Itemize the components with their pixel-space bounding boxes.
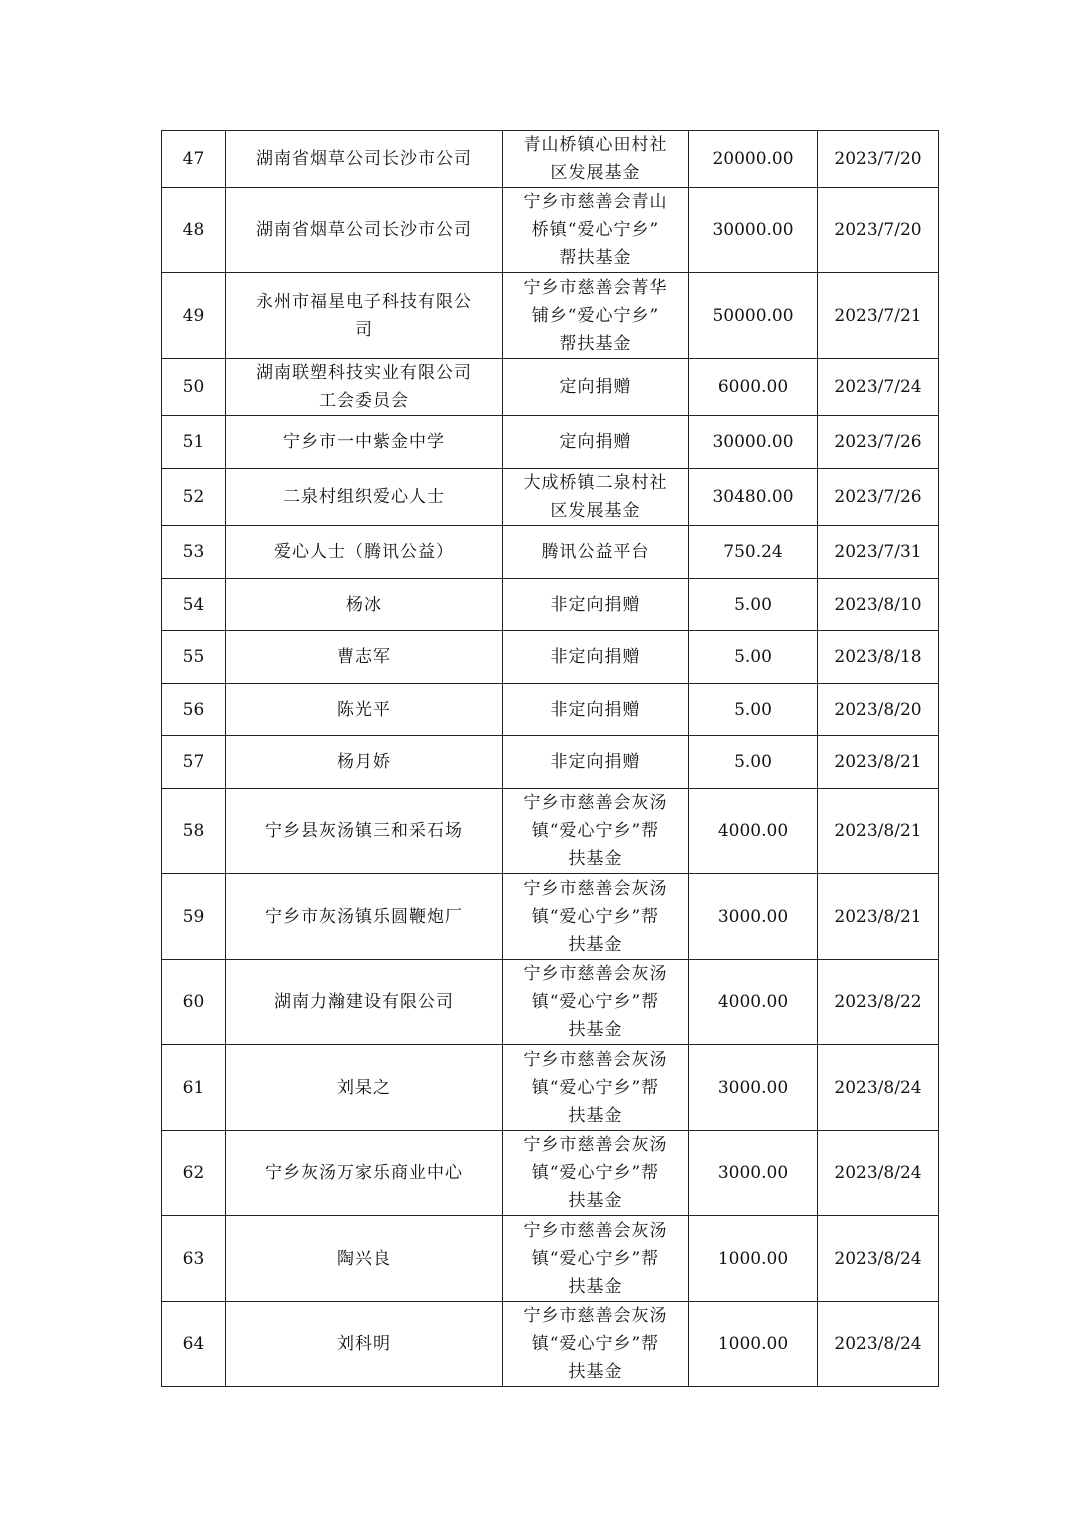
cell-amount: 750.24	[689, 526, 818, 579]
cell-amount: 5.00	[689, 684, 818, 736]
cell-donor: 永州市福星电子科技有限公 司	[226, 273, 503, 359]
cell-date: 2023/8/24	[818, 1302, 939, 1387]
cell-date: 2023/8/24	[818, 1131, 939, 1216]
cell-number: 62	[162, 1131, 226, 1216]
cell-donor: 杨月娇	[226, 736, 503, 789]
table-row	[162, 684, 939, 736]
cell-number: 58	[162, 789, 226, 874]
cell-purpose: 宁乡市慈善会灰汤 镇“爱心宁乡”帮 扶基金	[503, 874, 689, 960]
cell-date: 2023/7/20	[818, 131, 939, 188]
cell-amount: 6000.00	[689, 359, 818, 416]
table-row	[162, 1216, 939, 1302]
cell-donor: 陶兴良	[226, 1216, 503, 1302]
cell-date: 2023/8/21	[818, 789, 939, 874]
cell-donor: 杨冰	[226, 579, 503, 631]
table-row	[162, 789, 939, 874]
cell-date: 2023/7/20	[818, 188, 939, 273]
cell-purpose: 定向捐赠	[503, 359, 689, 416]
cell-purpose: 宁乡市慈善会灰汤 镇“爱心宁乡”帮 扶基金	[503, 1045, 689, 1131]
table-row	[162, 874, 939, 960]
table-row	[162, 416, 939, 469]
cell-purpose: 非定向捐赠	[503, 684, 689, 736]
donation-table-body	[162, 131, 939, 1387]
table-row	[162, 736, 939, 789]
cell-amount: 30000.00	[689, 416, 818, 469]
cell-number: 47	[162, 131, 226, 188]
cell-number: 52	[162, 469, 226, 526]
cell-purpose: 非定向捐赠	[503, 736, 689, 789]
cell-purpose: 定向捐赠	[503, 416, 689, 469]
cell-amount: 3000.00	[689, 1131, 818, 1216]
cell-purpose: 宁乡市慈善会菁华 铺乡“爱心宁乡” 帮扶基金	[503, 273, 689, 359]
table-row	[162, 131, 939, 188]
cell-purpose: 宁乡市慈善会灰汤 镇“爱心宁乡”帮 扶基金	[503, 960, 689, 1045]
cell-date: 2023/8/21	[818, 736, 939, 789]
cell-number: 61	[162, 1045, 226, 1131]
cell-donor: 宁乡灰汤万家乐商业中心	[226, 1131, 503, 1216]
table-row	[162, 1045, 939, 1131]
cell-donor: 刘杲之	[226, 1045, 503, 1131]
table-row	[162, 469, 939, 526]
cell-number: 63	[162, 1216, 226, 1302]
cell-number: 51	[162, 416, 226, 469]
cell-number: 54	[162, 579, 226, 631]
cell-amount: 20000.00	[689, 131, 818, 188]
table-row	[162, 579, 939, 631]
cell-purpose: 大成桥镇二泉村社 区发展基金	[503, 469, 689, 526]
cell-number: 59	[162, 874, 226, 960]
cell-date: 2023/8/21	[818, 874, 939, 960]
cell-number: 57	[162, 736, 226, 789]
cell-purpose: 青山桥镇心田村社 区发展基金	[503, 131, 689, 188]
cell-date: 2023/7/24	[818, 359, 939, 416]
cell-number: 64	[162, 1302, 226, 1387]
donation-table	[161, 130, 939, 1387]
table-row	[162, 526, 939, 579]
cell-amount: 5.00	[689, 736, 818, 789]
cell-purpose: 宁乡市慈善会灰汤 镇“爱心宁乡”帮 扶基金	[503, 1131, 689, 1216]
cell-amount: 30480.00	[689, 469, 818, 526]
cell-donor: 湖南力瀚建设有限公司	[226, 960, 503, 1045]
cell-donor: 陈光平	[226, 684, 503, 736]
cell-date: 2023/8/18	[818, 631, 939, 684]
cell-number: 48	[162, 188, 226, 273]
table-row	[162, 1302, 939, 1387]
cell-amount: 1000.00	[689, 1302, 818, 1387]
table-row	[162, 960, 939, 1045]
cell-donor: 爱心人士（腾讯公益）	[226, 526, 503, 579]
cell-date: 2023/7/31	[818, 526, 939, 579]
cell-donor: 宁乡市灰汤镇乐圆鞭炮厂	[226, 874, 503, 960]
table-row	[162, 631, 939, 684]
cell-amount: 3000.00	[689, 1045, 818, 1131]
cell-number: 53	[162, 526, 226, 579]
cell-number: 50	[162, 359, 226, 416]
cell-donor: 刘科明	[226, 1302, 503, 1387]
cell-number: 60	[162, 960, 226, 1045]
cell-donor: 宁乡市一中紫金中学	[226, 416, 503, 469]
cell-date: 2023/7/21	[818, 273, 939, 359]
cell-donor: 二泉村组织爱心人士	[226, 469, 503, 526]
cell-amount: 3000.00	[689, 874, 818, 960]
cell-purpose: 宁乡市慈善会灰汤 镇“爱心宁乡”帮 扶基金	[503, 1216, 689, 1302]
cell-amount: 5.00	[689, 579, 818, 631]
cell-date: 2023/8/24	[818, 1216, 939, 1302]
table-row	[162, 188, 939, 273]
cell-donor: 宁乡县灰汤镇三和采石场	[226, 789, 503, 874]
table-row	[162, 1131, 939, 1216]
cell-purpose: 非定向捐赠	[503, 579, 689, 631]
cell-date: 2023/7/26	[818, 469, 939, 526]
cell-date: 2023/8/10	[818, 579, 939, 631]
cell-donor: 湖南省烟草公司长沙市公司	[226, 188, 503, 273]
cell-number: 49	[162, 273, 226, 359]
table-row	[162, 273, 939, 359]
cell-purpose: 腾讯公益平台	[503, 526, 689, 579]
cell-donor: 湖南联塑科技实业有限公司 工会委员会	[226, 359, 503, 416]
cell-amount: 30000.00	[689, 188, 818, 273]
cell-purpose: 宁乡市慈善会青山 桥镇“爱心宁乡” 帮扶基金	[503, 188, 689, 273]
cell-donor: 曹志军	[226, 631, 503, 684]
cell-amount: 5.00	[689, 631, 818, 684]
cell-amount: 4000.00	[689, 960, 818, 1045]
cell-number: 55	[162, 631, 226, 684]
cell-date: 2023/8/20	[818, 684, 939, 736]
cell-purpose: 宁乡市慈善会灰汤 镇“爱心宁乡”帮 扶基金	[503, 1302, 689, 1387]
cell-purpose: 宁乡市慈善会灰汤 镇“爱心宁乡”帮 扶基金	[503, 789, 689, 874]
cell-purpose: 非定向捐赠	[503, 631, 689, 684]
cell-amount: 4000.00	[689, 789, 818, 874]
table-row	[162, 359, 939, 416]
cell-donor: 湖南省烟草公司长沙市公司	[226, 131, 503, 188]
cell-number: 56	[162, 684, 226, 736]
cell-date: 2023/8/24	[818, 1045, 939, 1131]
cell-amount: 50000.00	[689, 273, 818, 359]
cell-date: 2023/7/26	[818, 416, 939, 469]
cell-amount: 1000.00	[689, 1216, 818, 1302]
cell-date: 2023/8/22	[818, 960, 939, 1045]
